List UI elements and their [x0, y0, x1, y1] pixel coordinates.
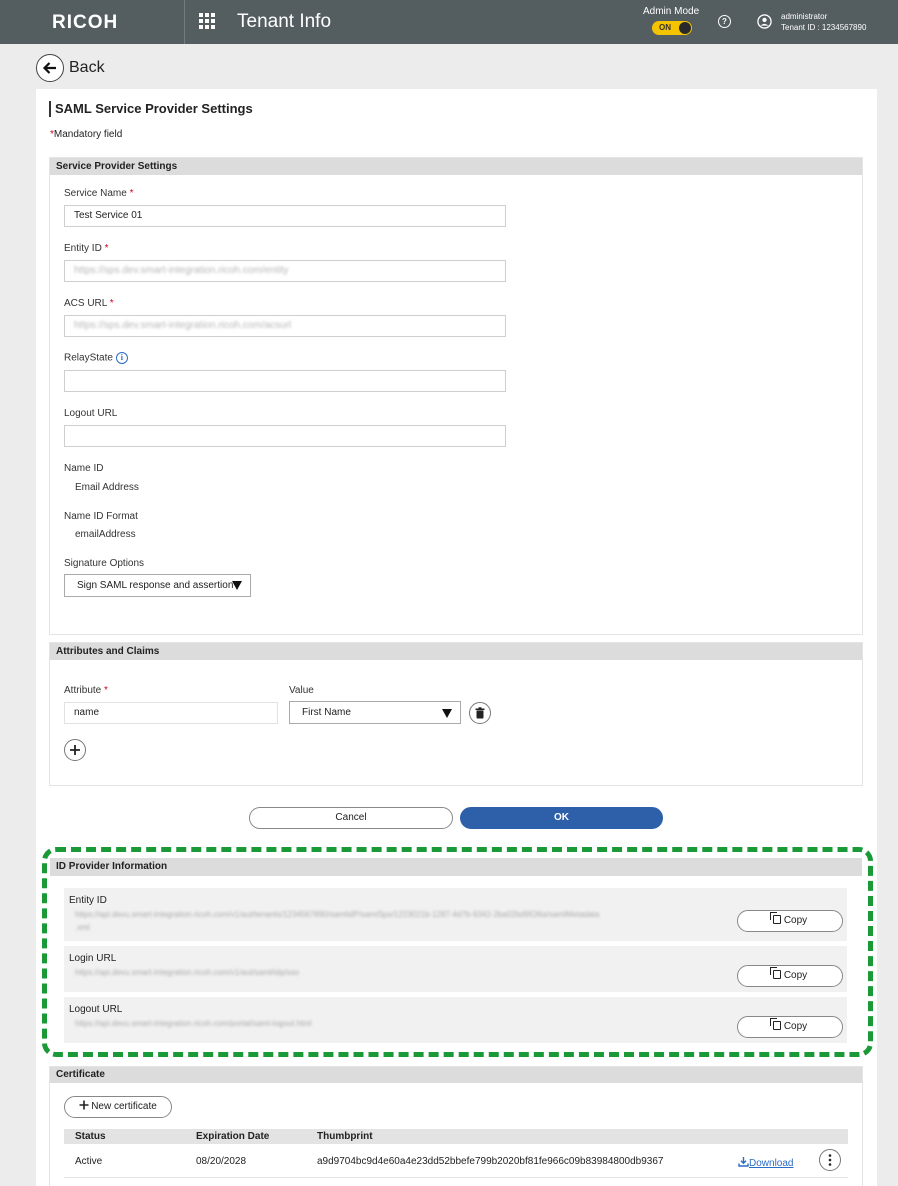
- column-expiration: Expiration Date: [196, 1131, 270, 1142]
- attribute-label: Attribute *: [64, 685, 108, 696]
- copy-logout-url-button[interactable]: Copy: [737, 1016, 843, 1038]
- attributes-section: [49, 642, 863, 786]
- admin-mode-state: ON: [659, 23, 671, 32]
- ok-button[interactable]: OK: [460, 807, 663, 829]
- value-label: Value: [289, 685, 314, 696]
- copy-entity-id-button[interactable]: Copy: [737, 910, 843, 932]
- section-header: Attributes and Claims: [50, 643, 862, 660]
- logout-url-label: Logout URL: [64, 408, 118, 419]
- delete-attribute-button[interactable]: [469, 702, 491, 724]
- entity-id-input[interactable]: [64, 260, 506, 282]
- help-icon[interactable]: ?: [718, 15, 731, 28]
- table-row: [64, 1144, 848, 1178]
- admin-mode-label: Admin Mode: [643, 6, 700, 17]
- dropdown-arrow-icon: [232, 581, 242, 590]
- section-header: Certificate: [50, 1067, 862, 1083]
- cert-status: Active: [75, 1156, 103, 1167]
- logout-url-input[interactable]: [64, 425, 506, 447]
- tenant-id: Tenant ID : 1234567890: [781, 23, 867, 32]
- name-id-format-value: emailAddress: [75, 529, 136, 540]
- info-icon[interactable]: i: [116, 352, 128, 364]
- settings-heading: SAML Service Provider Settings: [49, 101, 253, 117]
- page-title: Tenant Info: [237, 11, 332, 32]
- attribute-input[interactable]: name: [64, 702, 278, 724]
- arrow-left-icon: [42, 60, 58, 76]
- more-options-button[interactable]: [819, 1149, 841, 1171]
- acs-url-input[interactable]: [64, 315, 506, 337]
- dropdown-arrow-icon: [442, 709, 452, 718]
- toggle-knob: [679, 22, 691, 34]
- name-id-value: Email Address: [75, 482, 139, 493]
- certificate-table-header: [64, 1129, 848, 1144]
- name-id-format-label: Name ID Format: [64, 511, 138, 522]
- add-attribute-button[interactable]: [64, 739, 86, 761]
- trash-icon: [470, 703, 490, 723]
- back-button[interactable]: [36, 54, 64, 82]
- value-select-text: First Name: [302, 707, 351, 718]
- idp-login-url-label: Login URL: [69, 953, 117, 964]
- signature-options-value: Sign SAML response and assertion: [77, 580, 234, 591]
- admin-mode-toggle[interactable]: [652, 21, 692, 35]
- copy-login-url-button[interactable]: Copy: [737, 965, 843, 987]
- cert-expiration: 08/20/2028: [196, 1156, 247, 1167]
- idp-logout-url-value: https://api.devu.smart-integration.ricoh.com/portal/saml-logout.html: [75, 1019, 312, 1028]
- user-name[interactable]: administrator: [781, 12, 828, 21]
- top-bar: [0, 0, 898, 44]
- service-name-input[interactable]: Test Service 01: [64, 205, 506, 227]
- value-select[interactable]: [289, 701, 461, 724]
- section-header: Service Provider Settings: [50, 158, 862, 175]
- entity-id-label: Entity ID *: [64, 243, 109, 254]
- idp-entity-id-line1: https://api.devu.smart-integration.ricoh.com/v1/aut/tenants/1234567890/samlIdP/samlSps/1223021b-1287-4d7b-9342-2ba02bd9536a/samlMetadata: [75, 910, 600, 919]
- entity-id-value: https://sps.dev.smart-integration.ricoh.com/entity: [74, 265, 289, 276]
- new-certificate-button[interactable]: New certificate: [64, 1096, 172, 1118]
- download-link[interactable]: Download: [738, 1156, 793, 1169]
- relay-state-label: RelayState i: [64, 352, 128, 364]
- column-status: Status: [75, 1131, 106, 1142]
- plus-icon: [79, 1100, 89, 1110]
- idp-logout-url-label: Logout URL: [69, 1004, 123, 1015]
- required-mark: *: [50, 129, 54, 140]
- section-header: ID Provider Information: [50, 858, 862, 876]
- signature-options-label: Signature Options: [64, 558, 145, 569]
- acs-url-value: https://sps.dev.smart-integration.ricoh.com/acsurl: [74, 320, 292, 331]
- sp-settings-section: [49, 157, 863, 635]
- brand-logo: RICOH: [52, 12, 119, 33]
- certificate-section: [49, 1066, 863, 1186]
- mandatory-text: Mandatory field: [53, 129, 123, 140]
- name-id-label: Name ID: [64, 463, 104, 474]
- idp-login-url-value: https://api.devu.smart-integration.ricoh.com/v1/aut/saml/idp/sso: [75, 968, 300, 977]
- download-icon: [738, 1156, 749, 1167]
- idp-entity-id-label: Entity ID: [69, 895, 107, 906]
- back-label[interactable]: Back: [69, 59, 105, 76]
- service-name-label: Service Name *: [64, 188, 134, 199]
- highlight-annotation: [42, 847, 873, 1057]
- user-icon[interactable]: [757, 14, 772, 29]
- apps-grid-icon[interactable]: [199, 13, 215, 29]
- signature-options-select[interactable]: [64, 574, 251, 597]
- cancel-button[interactable]: Cancel: [249, 807, 453, 829]
- idp-entity-id-line2: .xml: [75, 923, 90, 932]
- column-thumbprint: Thumbprint: [317, 1131, 373, 1142]
- cert-thumbprint: a9d9704bc9d4e60a4e23dd52bbefe799b2020bf81fe966c09b83984800db9367: [317, 1156, 664, 1167]
- relay-state-input[interactable]: [64, 370, 506, 392]
- acs-url-label: ACS URL *: [64, 298, 114, 309]
- plus-icon: [65, 740, 85, 760]
- more-vertical-icon: [820, 1150, 840, 1170]
- mandatory-note: [50, 129, 122, 140]
- brand-area: [0, 0, 185, 44]
